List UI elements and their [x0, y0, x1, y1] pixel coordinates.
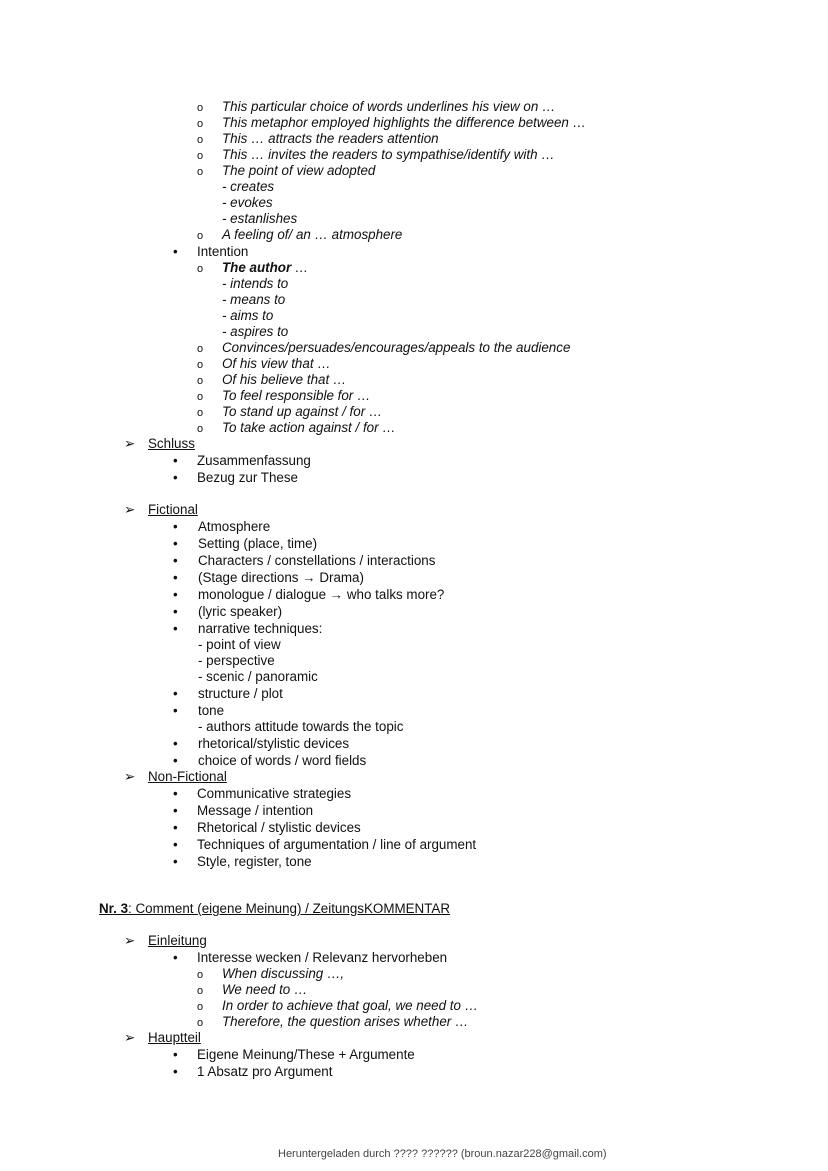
bullet-icon: • [173, 803, 178, 818]
list-item: Interesse wecken / Relevanz hervorheben [197, 950, 448, 965]
sub-item: - aspires to [222, 324, 289, 339]
bullet-icon: • [173, 587, 178, 602]
circle-bullet-icon: o [197, 375, 204, 387]
list-item: Therefore, the question arises whether … [222, 1014, 469, 1029]
circle-bullet-icon: o [197, 343, 204, 355]
list-item: We need to … [222, 982, 308, 997]
list-item: choice of words / word fields [198, 753, 367, 768]
circle-bullet-icon: o [197, 102, 204, 114]
arrow-bullet-icon: ➢ [124, 436, 136, 451]
sub-item: - point of view [198, 637, 281, 652]
circle-bullet-icon: o [197, 969, 204, 981]
list-item: Message / intention [197, 803, 314, 818]
bullet-icon: • [173, 1064, 178, 1079]
bullet-icon: • [173, 470, 178, 485]
ellipsis-text: … [291, 260, 309, 275]
list-item: To feel responsible for … [222, 388, 371, 403]
circle-bullet-icon: o [197, 118, 204, 130]
arrow-bullet-icon: ➢ [124, 933, 136, 948]
list-item: Zusammenfassung [197, 453, 311, 468]
bullet-icon: • [173, 519, 178, 534]
arrow-bullet-icon: ➢ [124, 1030, 136, 1045]
bullet-icon: • [173, 553, 178, 568]
sub-item: - scenic / panoramic [198, 669, 318, 684]
sub-item: - aims to [222, 308, 274, 323]
circle-bullet-icon: o [197, 359, 204, 371]
list-item: narrative techniques: [198, 621, 323, 636]
sub-item: - evokes [222, 195, 273, 210]
list-item: To stand up against / for … [222, 404, 383, 419]
circle-bullet-icon: o [197, 134, 204, 146]
bullet-icon: • [173, 1047, 178, 1062]
bullet-icon: • [173, 786, 178, 801]
sub-item: - intends to [222, 276, 289, 291]
list-item: Techniques of argumentation / line of argument [197, 837, 477, 852]
bullet-icon: • [173, 686, 178, 701]
list-item: This metaphor employed highlights the difference between … [222, 115, 586, 130]
title-number: Nr. 3 [99, 901, 129, 916]
circle-bullet-icon: o [197, 166, 204, 178]
section-heading: Non-Fictional [148, 769, 227, 784]
list-item [222, 260, 308, 276]
circle-bullet-icon: o [197, 407, 204, 419]
circle-bullet-icon: o [197, 423, 204, 435]
bullet-icon: • [173, 820, 178, 835]
list-item: This particular choice of words underlines his view on … [222, 99, 556, 114]
list-item: To take action against / for … [222, 420, 396, 435]
bullet-icon: • [173, 753, 178, 768]
list-item: Setting (place, time) [198, 536, 318, 551]
section-heading: Schluss [148, 436, 195, 451]
circle-bullet-icon: o [197, 391, 204, 403]
bullet-icon: • [173, 837, 178, 852]
list-item: structure / plot [198, 686, 283, 701]
bullet-icon: • [173, 703, 178, 718]
list-item: (Stage directions → Drama) [198, 570, 364, 585]
bullet-icon: • [173, 604, 178, 619]
circle-bullet-icon: o [197, 1017, 204, 1029]
list-item: Eigene Meinung/These + Argumente [197, 1047, 415, 1062]
list-item: monologue / dialogue → who talks more? [198, 587, 445, 602]
list-item: (lyric speaker) [198, 604, 283, 619]
section-heading: Fictional [148, 502, 198, 517]
sub-item: - perspective [198, 653, 275, 668]
list-item: 1 Absatz pro Argument [197, 1064, 333, 1079]
sub-item: - authors attitude towards the topic [198, 719, 404, 734]
list-item: A feeling of/ an … atmosphere [222, 227, 403, 242]
arrow-bullet-icon: ➢ [124, 502, 136, 517]
list-item: Convinces/persuades/encourages/appeals to the audience [222, 340, 571, 355]
circle-bullet-icon: o [197, 230, 204, 242]
list-item: rhetorical/stylistic devices [198, 736, 350, 751]
bullet-icon: • [173, 621, 178, 636]
sub-item: - creates [222, 179, 275, 194]
arrow-bullet-icon: ➢ [124, 769, 136, 784]
the-author-bold: The author [222, 260, 292, 275]
list-item: This … attracts the readers attention [222, 131, 439, 146]
list-item: Of his view that … [222, 356, 331, 371]
download-footer: Heruntergeladen durch ???? ?????? (broun.nazar228@gmail.com) [278, 1148, 607, 1160]
bullet-icon: • [173, 536, 178, 551]
list-item: Bezug zur These [197, 470, 298, 485]
list-item: This … invites the readers to sympathise/identify with … [222, 147, 555, 162]
list-item: Intention [197, 244, 249, 259]
section-heading: Hauptteil [148, 1030, 201, 1045]
circle-bullet-icon: o [197, 263, 204, 275]
list-item: In order to achieve that goal, we need to … [222, 998, 479, 1013]
bullet-icon: • [173, 950, 178, 965]
section-heading: Einleitung [148, 933, 207, 948]
bullet-icon: • [173, 453, 178, 468]
list-item: Style, register, tone [197, 854, 312, 869]
list-item: tone [198, 703, 225, 718]
sub-item: - means to [222, 292, 286, 307]
page-title [99, 901, 450, 917]
bullet-icon: • [173, 570, 178, 585]
title-text: : Comment (eigene Meinung) / ZeitungsKOMMENTAR [128, 901, 451, 916]
list-item: When discussing …, [222, 966, 345, 981]
circle-bullet-icon: o [197, 985, 204, 997]
bullet-icon: • [173, 736, 178, 751]
circle-bullet-icon: o [197, 1001, 204, 1013]
list-item: Of his believe that … [222, 372, 347, 387]
list-item: Rhetorical / stylistic devices [197, 820, 361, 835]
list-item: Atmosphere [198, 519, 271, 534]
list-item: Characters / constellations / interactions [198, 553, 436, 568]
bullet-icon: • [173, 854, 178, 869]
circle-bullet-icon: o [197, 150, 204, 162]
bullet-icon: • [173, 244, 178, 259]
list-item: Communicative strategies [197, 786, 352, 801]
sub-item: - estanlishes [222, 211, 298, 226]
list-item: The point of view adopted [222, 163, 376, 178]
